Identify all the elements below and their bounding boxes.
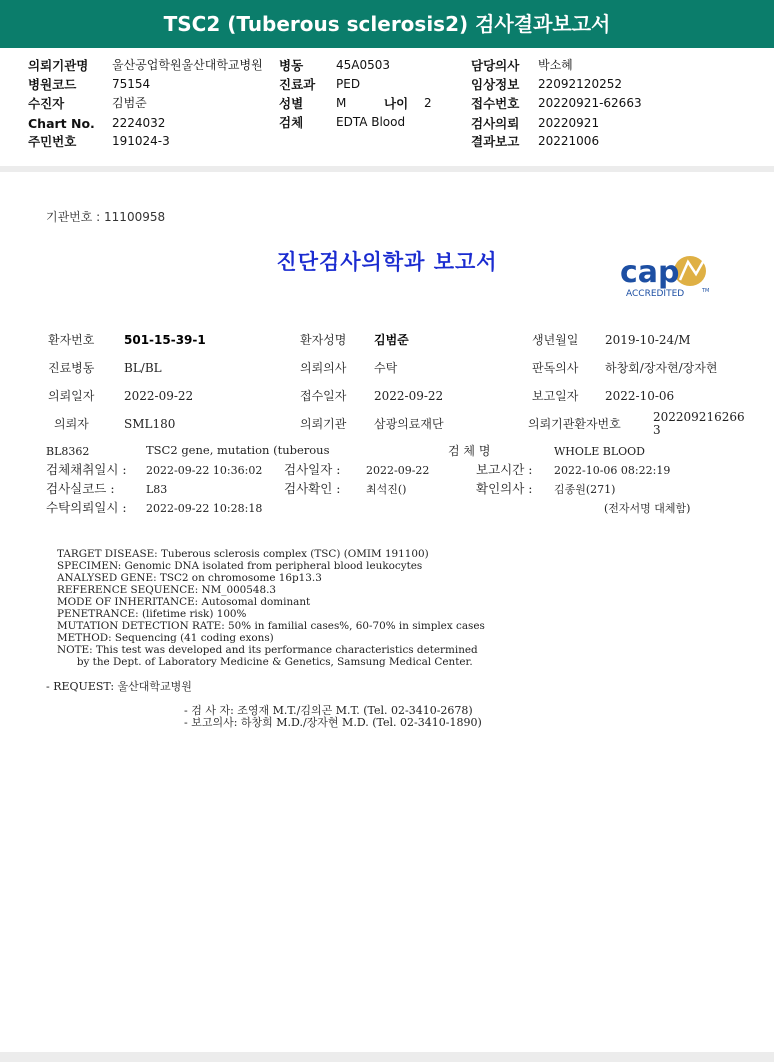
- field-label: 확인의사 :: [476, 481, 533, 496]
- field-label: 접수일자: [300, 389, 347, 403]
- header-label: 나이: [384, 96, 409, 111]
- field-label: 환자번호: [48, 333, 95, 347]
- field-label: 의뢰기관환자번호: [528, 417, 621, 431]
- header-value: 박소혜: [538, 58, 573, 72]
- header-label: 주민번호: [28, 134, 77, 149]
- field-label: 보고일자: [532, 389, 579, 403]
- header-value: 22092120252: [538, 77, 622, 91]
- cap-logo-icon: [618, 252, 722, 300]
- field-label: 보고시간 :: [476, 462, 533, 477]
- field-label: 검체채취일시 :: [46, 462, 127, 477]
- report-title-bar: [0, 0, 774, 48]
- cap-logo-subtext: ACCREDITED: [626, 289, 685, 299]
- institution-patient-number: 202209216266: [653, 410, 745, 424]
- collection-datetime: 2022-09-22 10:36:02: [146, 464, 263, 477]
- header-label: 임상정보: [471, 77, 520, 92]
- header-value: 2224032: [112, 116, 166, 130]
- header-value: 2: [424, 96, 432, 110]
- test-code: BL8362: [46, 445, 90, 458]
- field-label: 환자성명: [300, 333, 347, 347]
- header-label: Chart No.: [28, 116, 95, 131]
- field-label: 의뢰일자: [48, 389, 95, 403]
- note-line: MODE OF INHERITANCE: Autosomal dominant: [57, 596, 311, 608]
- header-label: 진료과: [279, 77, 316, 92]
- header-value: 울산공업학원울산대학교병원: [112, 58, 263, 72]
- report-title: TSC2 (Tuberous sclerosis2) 검사결과보고서: [163, 12, 611, 36]
- field-label: 검사일자 :: [284, 462, 341, 477]
- header-label: 검사의뢰: [471, 116, 520, 131]
- footer-divider: [0, 1052, 774, 1062]
- patient-name: 김범준: [374, 333, 409, 347]
- header-value: 20220921-62663: [538, 96, 642, 110]
- contract-request-datetime: 2022-09-22 10:28:18: [146, 502, 263, 515]
- examiner-line: - 검 사 자: 조영재 M.T./김의곤 M.T. (Tel. 02-3410-2678): [184, 704, 473, 717]
- note-line: ANALYSED GENE: TSC2 on chromosome 16p13.3: [57, 572, 322, 584]
- report-time: 2022-10-06 08:22:19: [554, 464, 671, 477]
- lab-code: L83: [146, 483, 168, 496]
- patient-number: 501-15-39-1: [124, 333, 206, 347]
- institution-number: 기관번호 : 11100958: [46, 210, 166, 224]
- institution-patient-number-cont: 3: [653, 423, 661, 437]
- header-label: 성별: [279, 96, 304, 111]
- field-label: 수탁의뢰일시 :: [46, 500, 127, 515]
- field-label: 판독의사: [532, 361, 579, 375]
- request-line: - REQUEST: 울산대학교병원: [46, 680, 192, 693]
- cap-logo-text: cap: [620, 255, 680, 290]
- field-label: 검 체 명: [448, 444, 491, 458]
- field-label: 의뢰의사: [300, 361, 347, 375]
- header-label: 검체: [279, 115, 304, 130]
- header-label: 결과보고: [471, 134, 520, 149]
- note-line: PENETRANCE: (lifetime risk) 100%: [57, 608, 247, 620]
- header-value: 191024-3: [112, 134, 170, 148]
- header-value: M: [336, 96, 347, 110]
- header-value: 20220921: [538, 116, 600, 130]
- test-name: TSC2 gene, mutation (tuberous: [146, 443, 330, 457]
- note-line: by the Dept. of Laboratory Medicine & Genetics, Samsung Medical Center.: [57, 656, 473, 668]
- field-label: 생년월일: [532, 333, 579, 347]
- requester: SML180: [124, 417, 176, 431]
- header-label: 의뢰기관명: [28, 58, 89, 73]
- header-label: 병원코드: [28, 77, 77, 92]
- ordering-doctor: 수탁: [374, 361, 398, 375]
- field-label: 진료병동: [48, 361, 95, 375]
- field-label: 검사확인 :: [284, 481, 341, 496]
- cap-accredited-logo: [618, 252, 722, 300]
- header-label: 담당의사: [471, 58, 520, 73]
- header-value: PED: [336, 77, 361, 91]
- note-line: SPECIMEN: Genomic DNA isolated from peripheral blood leukocytes: [57, 560, 423, 572]
- header-value: 45A0503: [336, 58, 391, 72]
- cap-logo-trademark: TM: [702, 288, 710, 294]
- report-notes: [57, 548, 485, 668]
- reporter-line: - 보고의사: 하창희 M.D./장자현 M.D. (Tel. 02-3410-1890): [184, 716, 482, 729]
- test-confirmer: 최석진(): [366, 483, 407, 496]
- lab-report-document: [0, 172, 774, 1052]
- birth-date: 2019-10-24/M: [605, 333, 691, 347]
- reading-doctor: 하창회/장자현/장자현: [605, 361, 718, 375]
- confirming-doctor: 김종원(271): [554, 483, 616, 496]
- header-label: 병동: [279, 58, 304, 73]
- note-line: TARGET DISEASE: Tuberous sclerosis complex (TSC) (OMIM 191100): [57, 548, 429, 560]
- note-line: NOTE: This test was developed and its performance characteristics determined: [57, 644, 478, 656]
- ward: BL/BL: [124, 361, 162, 375]
- note-line: MUTATION DETECTION RATE: 50% in familial cases%, 60-70% in simplex cases: [57, 620, 485, 632]
- field-label: 의뢰기관: [300, 417, 347, 431]
- field-label: 검사실코드 :: [46, 481, 115, 496]
- header-label: 수진자: [28, 96, 65, 111]
- report-header: [0, 48, 774, 166]
- document-title: 진단검사의학과 보고서: [276, 249, 498, 274]
- header-value: 20221006: [538, 134, 600, 148]
- request-date: 2022-09-22: [124, 389, 194, 403]
- note-line: REFERENCE SEQUENCE: NM_000548.3: [57, 584, 277, 596]
- specimen-name: WHOLE BLOOD: [554, 445, 645, 458]
- note-line: METHOD: Sequencing (41 coding exons): [57, 632, 274, 644]
- field-label: 의뢰자: [54, 417, 89, 431]
- header-value: 75154: [112, 77, 151, 91]
- header-value: EDTA Blood: [336, 115, 406, 129]
- e-signature-note: (전자서명 대체함): [604, 502, 691, 515]
- header-label: 접수번호: [471, 96, 520, 111]
- report-date: 2022-10-06: [605, 389, 675, 403]
- test-date: 2022-09-22: [366, 464, 430, 477]
- receipt-date: 2022-09-22: [374, 389, 444, 403]
- requesting-institution: 삼광의료재단: [374, 417, 444, 431]
- header-value: 김범준: [112, 96, 147, 110]
